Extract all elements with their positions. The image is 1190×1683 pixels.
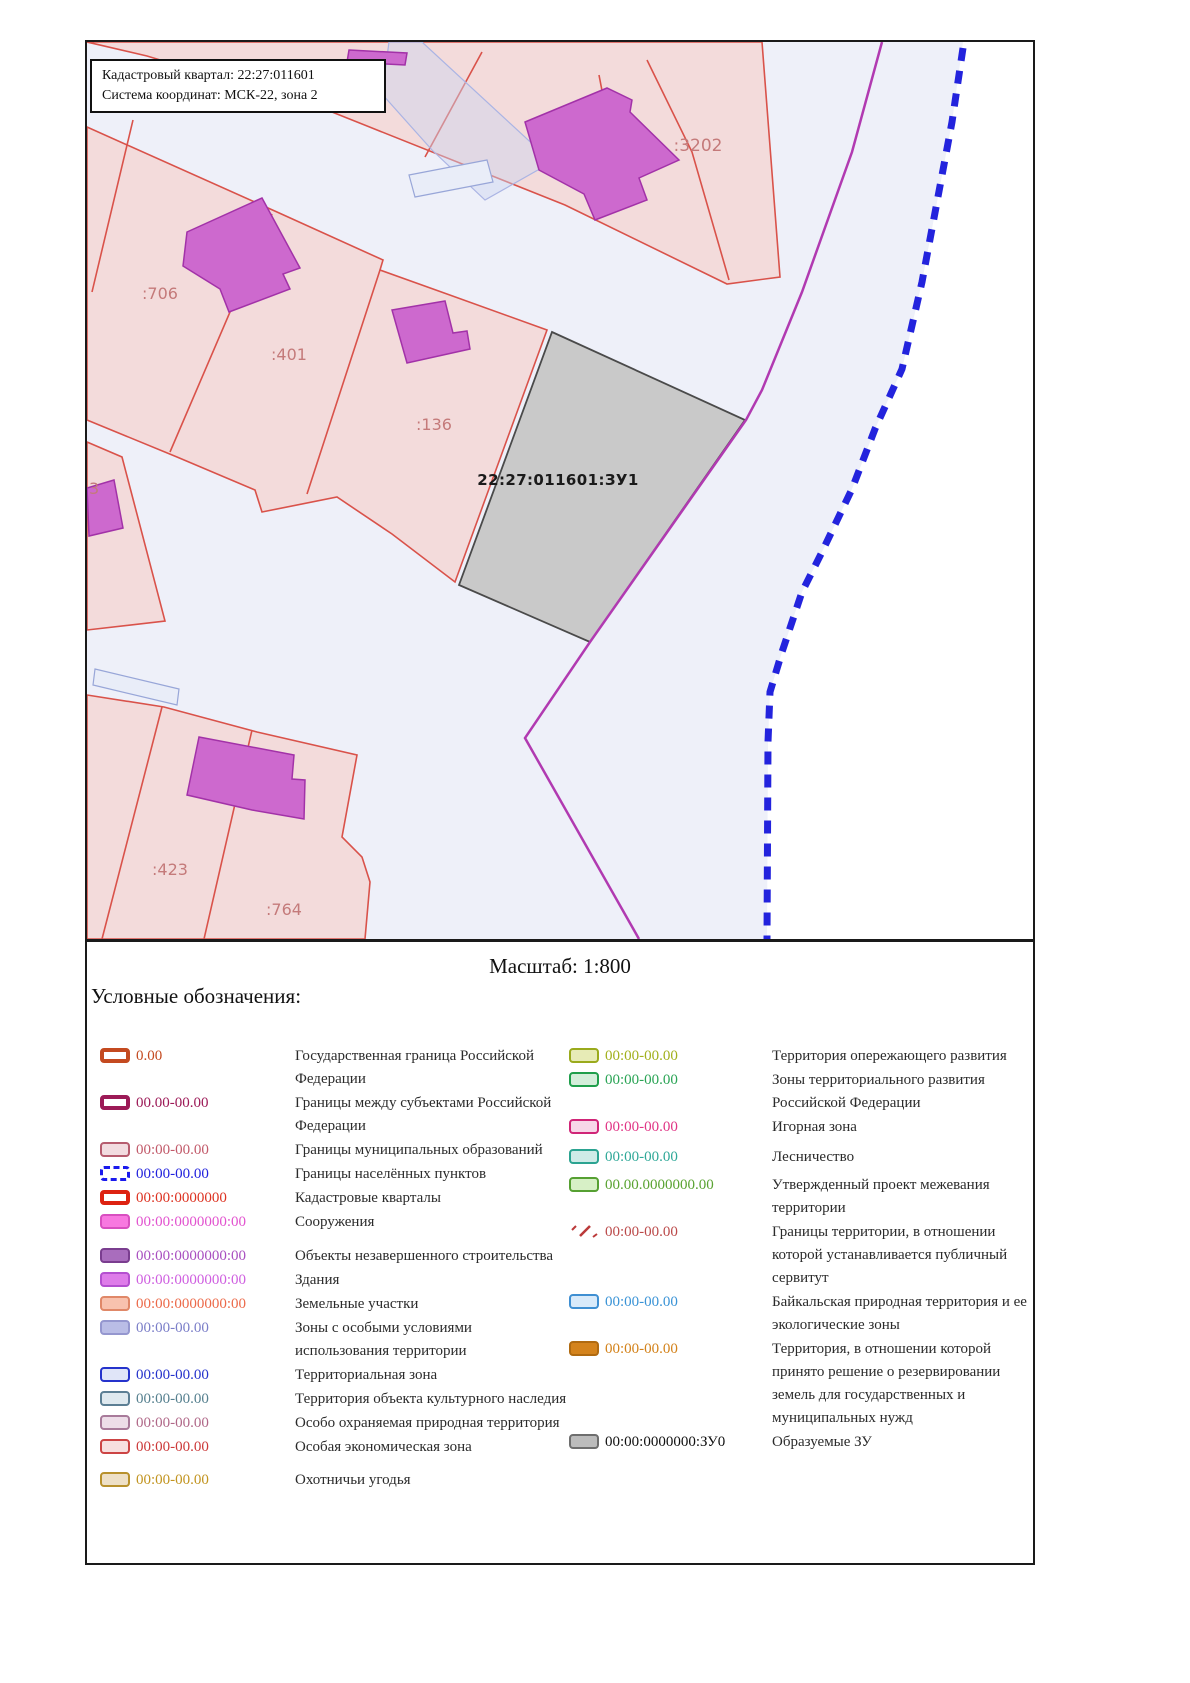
parcel-label-73: 3: [89, 479, 100, 498]
legend-row-right-6: [569, 1291, 1034, 1337]
legend-symbol: [569, 1119, 599, 1134]
legend-row-left-13: [100, 1436, 560, 1459]
legend-row-left-1: [100, 1092, 560, 1138]
legend-row-left-9: [100, 1317, 560, 1363]
legend-row-right-1: [569, 1069, 1034, 1115]
legend-row-right-5: [569, 1221, 1034, 1290]
legend-symbol: [569, 1149, 599, 1164]
legend-value: 00.00-00.00: [136, 1095, 209, 1111]
legend-symbol: [569, 1341, 599, 1356]
legend-value: 00:00-00.00: [136, 1142, 209, 1158]
legend-description: Образуемые ЗУ: [772, 1434, 872, 1450]
legend-value: 00:00-00.00: [136, 1439, 209, 1455]
legend-description: Территория объекта культурного наследия: [295, 1391, 567, 1407]
legend-symbol: [100, 1272, 130, 1287]
legend-value: 00:00-00.00: [136, 1320, 209, 1336]
legend-symbol: [100, 1190, 130, 1205]
legend-value: 00:00-00.00: [605, 1149, 678, 1165]
cadastral-map: [87, 42, 1033, 939]
legend-row-left-4: [100, 1187, 560, 1210]
legend-description: Земельные участки: [295, 1296, 419, 1312]
legend-symbol: [100, 1391, 130, 1406]
legend-row-left-6: [100, 1245, 560, 1268]
legend-description: Зоны территориального развития Российской Федерации: [772, 1072, 985, 1111]
legend-symbol: [569, 1224, 599, 1239]
legend-description: Границы населённых пунктов: [295, 1166, 487, 1182]
legend-row-left-0: [100, 1045, 560, 1091]
legend-symbol: [100, 1142, 130, 1157]
legend-value: 00:00:0000000:00: [136, 1296, 247, 1312]
legend-symbol: [100, 1296, 130, 1311]
legend-value: 00:00-00.00: [136, 1166, 209, 1182]
legend-symbol: [569, 1434, 599, 1449]
legend-row-left-11: [100, 1388, 567, 1411]
legend-value: 00:00-00.00: [605, 1294, 678, 1310]
legend-value: 00:00:0000000:00: [136, 1214, 247, 1230]
legend-value: 00:00-00.00: [605, 1224, 678, 1240]
legend-symbol: [100, 1166, 130, 1181]
legend-symbol: [100, 1472, 130, 1487]
legend-description: Объекты незавершенного строительства: [295, 1248, 554, 1264]
legend-column-right: [569, 1045, 1034, 1455]
target-parcel-label: 22:27:011601:ЗУ1: [477, 471, 639, 489]
legend-value: 00:00:0000000:00: [136, 1272, 247, 1288]
legend-value: 00:00-00.00: [605, 1341, 678, 1357]
legend-row-right-0: [569, 1045, 1034, 1068]
legend-title: Условные обозначения:: [91, 984, 302, 1008]
legend-description: Территориальная зона: [295, 1367, 438, 1383]
legend-value: 0.00: [136, 1048, 163, 1064]
legend-symbol: [569, 1294, 599, 1309]
legend-value: 00:00-00.00: [136, 1415, 209, 1431]
parcel-label-764: :764: [266, 900, 302, 919]
legend-description: Кадастровые кварталы: [295, 1190, 441, 1206]
info-box-coordinate-system: Система координат: МСК-22, зона 2: [102, 88, 318, 103]
legend-description: Утвержденный проект межевания территории: [772, 1177, 990, 1216]
parcel-label-401: :401: [271, 345, 307, 364]
legend-value: 00:00:0000000:00: [136, 1248, 247, 1264]
legend-symbol: [100, 1415, 130, 1430]
legend-value: 00:00:0000000:ЗУ0: [605, 1434, 726, 1450]
parcel-label-706: :706: [142, 284, 178, 303]
legend-symbol: [100, 1367, 130, 1382]
legend-symbol: [100, 1248, 130, 1263]
survey-sheet: [85, 40, 1035, 1565]
legend-column-left: [100, 1045, 567, 1493]
legend-symbol: [100, 1048, 130, 1063]
legend-symbol: [100, 1095, 130, 1110]
legend-value: 00:00-00.00: [136, 1367, 209, 1383]
legend-value: 00:00-00.00: [136, 1391, 209, 1407]
legend-symbol: [569, 1072, 599, 1087]
legend-description: Охотничьи угодья: [295, 1472, 411, 1488]
legend-description: Сооружения: [295, 1214, 375, 1230]
parcel-label-3202: :3202: [673, 136, 723, 156]
legend-row-left-12: [100, 1412, 560, 1435]
legend-value: 00.00.0000000.00: [605, 1177, 714, 1193]
legend-value: 00:00:0000000: [136, 1190, 227, 1206]
info-box-quarter: Кадастровый квартал: 22:27:011601: [102, 68, 315, 83]
legend-description: Особая экономическая зона: [295, 1439, 472, 1455]
scale-label: Масштаб: 1:800: [489, 954, 631, 978]
legend-row-right-8: [569, 1431, 1034, 1454]
legend-symbol: [569, 1177, 599, 1192]
legend-symbol: [100, 1439, 130, 1454]
legend-row-left-10: [100, 1364, 560, 1387]
legend-row-right-3: [569, 1146, 1034, 1169]
legend-description: Зоны с особыми условиями использования территории: [295, 1320, 472, 1359]
legend-description: Государственная граница Российской Федерации: [295, 1048, 534, 1087]
legend-description: Байкальская природная территория и ее экологические зоны: [772, 1294, 1027, 1333]
legend-description: Территория, в отношении которой принято решение о резервировании земель для государственных и муниципальных нужд: [772, 1341, 1001, 1426]
legend-value: 00:00-00.00: [605, 1048, 678, 1064]
legend-symbol: [100, 1320, 130, 1335]
info-box: [90, 59, 386, 113]
legend-description: Территория опережающего развития: [772, 1048, 1007, 1064]
legend-description: Особо охраняемая природная территория: [295, 1415, 560, 1431]
legend-description: Границы территории, в отношении которой устанавливается публичный сервитут: [772, 1224, 1008, 1286]
legend-row-left-2: [100, 1139, 560, 1162]
legend-row-left-3: [100, 1163, 560, 1186]
legend-description: Лесничество: [772, 1149, 855, 1165]
parcel-label-136: :136: [416, 415, 452, 434]
legend-row-right-7: [569, 1338, 1034, 1430]
legend-value: 00:00-00.00: [605, 1119, 678, 1135]
parcel-label-423: :423: [152, 860, 188, 879]
legend-row-left-8: [100, 1293, 560, 1316]
legend-description: Границы между субъектами Российской Федерации: [295, 1095, 552, 1134]
legend-value: 00:00-00.00: [605, 1072, 678, 1088]
legend-description: Здания: [295, 1272, 340, 1288]
legend-symbol: [100, 1214, 130, 1229]
legend-row-left-7: [100, 1269, 560, 1292]
legend-description: Границы муниципальных образований: [295, 1142, 543, 1158]
legend-description: Игорная зона: [772, 1119, 857, 1135]
legend-row-left-5: [100, 1211, 560, 1234]
legend-value: 00:00-00.00: [136, 1472, 209, 1488]
legend-row-right-4: [569, 1174, 1034, 1220]
map-area: [87, 42, 1033, 942]
legend-symbol: [569, 1048, 599, 1063]
legend-row-right-2: [569, 1116, 1034, 1139]
legend-row-left-14: [100, 1469, 560, 1492]
legend-area: [87, 942, 1033, 1567]
